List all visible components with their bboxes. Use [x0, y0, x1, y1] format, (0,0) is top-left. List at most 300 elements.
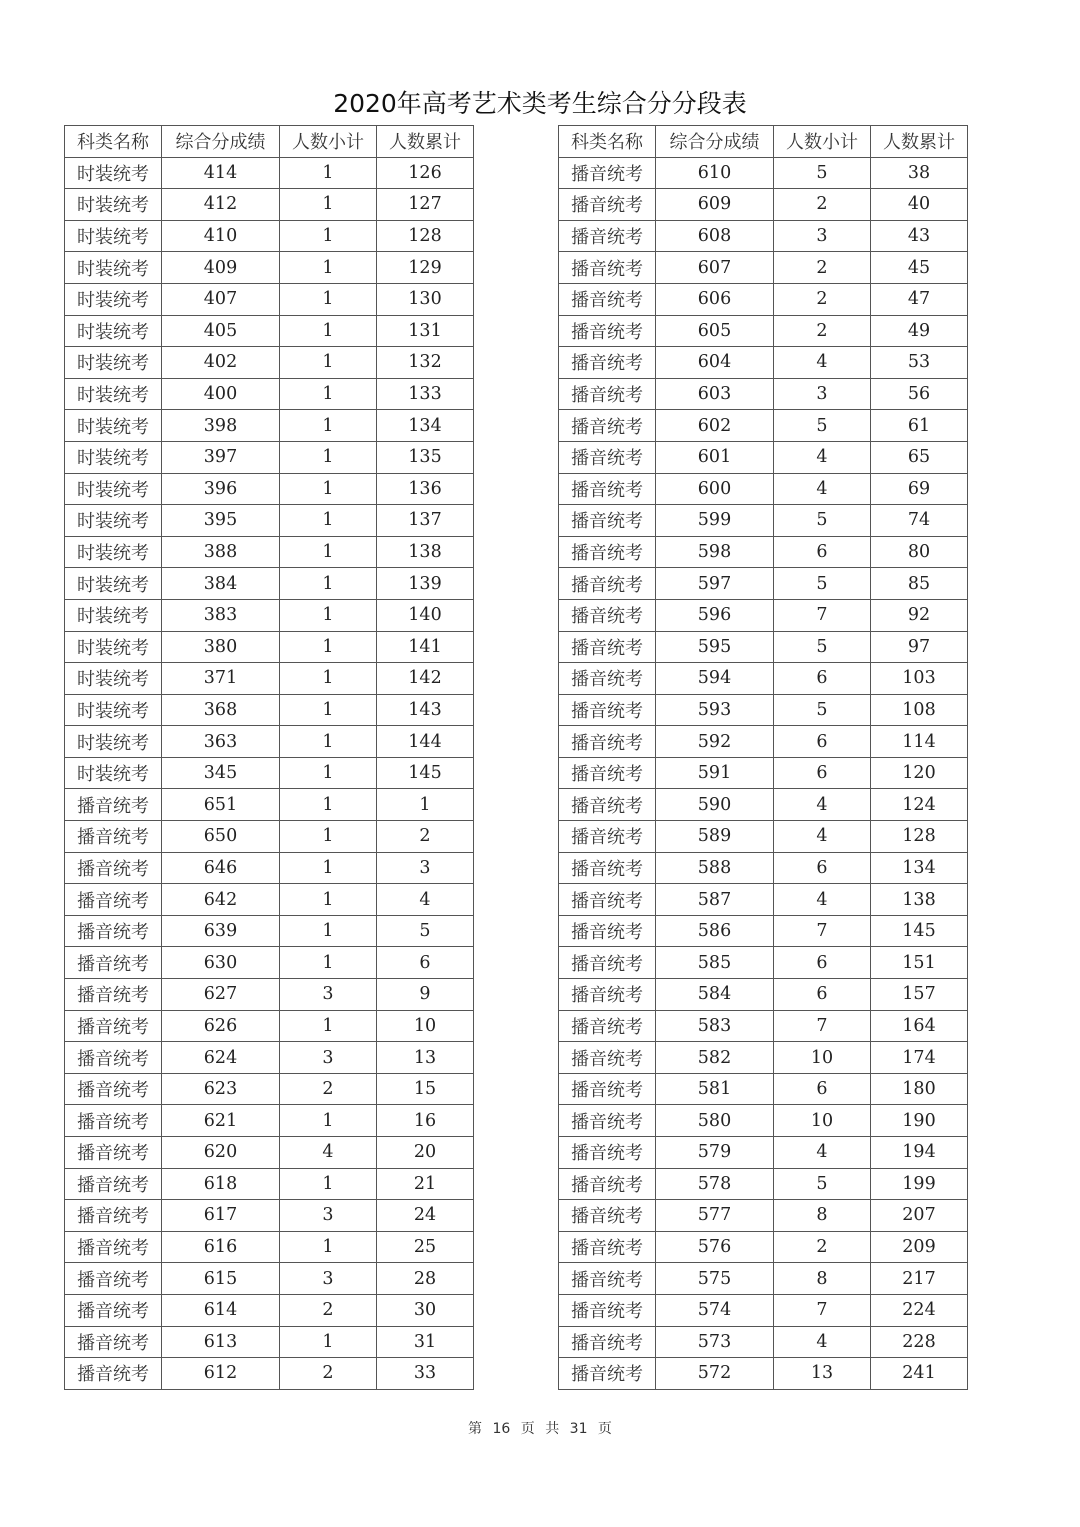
cell-category: 播音统考 — [559, 979, 656, 1011]
cell-score: 363 — [162, 726, 280, 758]
cell-cumulative: 128 — [871, 821, 968, 853]
cell-category: 播音统考 — [559, 536, 656, 568]
table-row — [559, 1137, 968, 1169]
cell-count: 6 — [774, 852, 871, 884]
table-row — [559, 189, 968, 221]
cell-score: 368 — [162, 694, 280, 726]
cell-category: 时装统考 — [65, 599, 162, 631]
cell-cumulative: 74 — [871, 505, 968, 537]
cell-cumulative: 31 — [377, 1326, 474, 1358]
cell-count: 4 — [774, 473, 871, 505]
cell-count: 3 — [280, 979, 377, 1011]
cell-score: 650 — [162, 821, 280, 853]
cell-score: 617 — [162, 1200, 280, 1232]
cell-count: 6 — [774, 536, 871, 568]
cell-cumulative: 190 — [871, 1105, 968, 1137]
cell-count: 5 — [774, 631, 871, 663]
cell-cumulative: 138 — [377, 536, 474, 568]
cell-cumulative: 1 — [377, 789, 474, 821]
cell-count: 1 — [280, 599, 377, 631]
table-row — [559, 1231, 968, 1263]
cell-count: 1 — [280, 947, 377, 979]
cell-count: 1 — [280, 505, 377, 537]
table-row — [559, 1294, 968, 1326]
cell-category: 播音统考 — [559, 189, 656, 221]
cell-cumulative: 114 — [871, 726, 968, 758]
table-row — [559, 599, 968, 631]
table-row — [559, 283, 968, 315]
cell-count: 4 — [774, 821, 871, 853]
table-row — [559, 410, 968, 442]
cell-category: 播音统考 — [559, 1168, 656, 1200]
cell-cumulative: 43 — [871, 220, 968, 252]
cell-count: 1 — [280, 473, 377, 505]
cell-category: 时装统考 — [65, 252, 162, 284]
cell-score: 606 — [656, 283, 774, 315]
cell-score: 576 — [656, 1231, 774, 1263]
table-row — [65, 1168, 474, 1200]
cell-cumulative: 9 — [377, 979, 474, 1011]
cell-count: 6 — [774, 663, 871, 695]
cell-cumulative: 135 — [377, 441, 474, 473]
table-row — [559, 473, 968, 505]
cell-count: 3 — [774, 378, 871, 410]
cell-score: 593 — [656, 694, 774, 726]
table-row — [65, 726, 474, 758]
table-row — [559, 789, 968, 821]
cell-count: 1 — [280, 283, 377, 315]
cell-score: 605 — [656, 315, 774, 347]
page-title: 2020年高考艺术类考生综合分分段表 — [333, 89, 747, 118]
cell-score: 591 — [656, 757, 774, 789]
cell-count: 2 — [280, 1073, 377, 1105]
cell-count: 8 — [774, 1263, 871, 1295]
cell-category: 播音统考 — [559, 694, 656, 726]
cell-score: 388 — [162, 536, 280, 568]
cell-count: 1 — [280, 410, 377, 442]
cell-cumulative: 15 — [377, 1073, 474, 1105]
cell-score: 600 — [656, 473, 774, 505]
cell-score: 581 — [656, 1073, 774, 1105]
cell-cumulative: 224 — [871, 1294, 968, 1326]
cell-score: 574 — [656, 1294, 774, 1326]
cell-category: 播音统考 — [559, 726, 656, 758]
cell-count: 10 — [774, 1042, 871, 1074]
cell-category: 播音统考 — [559, 1010, 656, 1042]
cell-count: 1 — [280, 726, 377, 758]
cell-score: 396 — [162, 473, 280, 505]
cell-count: 1 — [280, 884, 377, 916]
table-row — [559, 663, 968, 695]
cell-count: 3 — [280, 1263, 377, 1295]
cell-count: 1 — [280, 631, 377, 663]
cell-count: 2 — [774, 283, 871, 315]
cell-count: 1 — [280, 315, 377, 347]
cell-score: 620 — [162, 1137, 280, 1169]
cell-category: 播音统考 — [559, 947, 656, 979]
cell-cumulative: 13 — [377, 1042, 474, 1074]
cell-category: 播音统考 — [559, 347, 656, 379]
table-row — [559, 252, 968, 284]
cell-count: 3 — [774, 220, 871, 252]
cell-cumulative: 138 — [871, 884, 968, 916]
cell-score: 610 — [656, 157, 774, 189]
table-row — [65, 568, 474, 600]
table-row — [65, 821, 474, 853]
cell-cumulative: 25 — [377, 1231, 474, 1263]
cell-category: 播音统考 — [65, 1137, 162, 1169]
table-row — [65, 1137, 474, 1169]
cell-category: 播音统考 — [65, 1231, 162, 1263]
cell-count: 7 — [774, 915, 871, 947]
cell-count: 2 — [774, 252, 871, 284]
table-row — [559, 947, 968, 979]
cell-cumulative: 199 — [871, 1168, 968, 1200]
cell-count: 2 — [774, 189, 871, 221]
cell-score: 384 — [162, 568, 280, 600]
cell-cumulative: 61 — [871, 410, 968, 442]
table-row — [559, 979, 968, 1011]
cell-score: 601 — [656, 441, 774, 473]
cell-category: 播音统考 — [65, 979, 162, 1011]
cell-cumulative: 145 — [377, 757, 474, 789]
cell-cumulative: 157 — [871, 979, 968, 1011]
cell-cumulative: 142 — [377, 663, 474, 695]
table-row — [65, 505, 474, 537]
table-header-row — [559, 126, 968, 158]
cell-category: 播音统考 — [559, 1231, 656, 1263]
cell-cumulative: 10 — [377, 1010, 474, 1042]
table-row — [559, 536, 968, 568]
cell-category: 时装统考 — [65, 663, 162, 695]
table-row — [559, 568, 968, 600]
cell-category: 播音统考 — [559, 852, 656, 884]
table-row — [559, 1042, 968, 1074]
cell-count: 2 — [774, 1231, 871, 1263]
cell-count: 2 — [280, 1294, 377, 1326]
cell-score: 400 — [162, 378, 280, 410]
table-row — [65, 473, 474, 505]
cell-score: 578 — [656, 1168, 774, 1200]
table-row — [559, 315, 968, 347]
column-header-count: 人数小计 — [280, 126, 377, 158]
cell-cumulative: 132 — [377, 347, 474, 379]
cell-category: 时装统考 — [65, 378, 162, 410]
cell-cumulative: 120 — [871, 757, 968, 789]
table-row — [559, 157, 968, 189]
cell-score: 579 — [656, 1137, 774, 1169]
cell-category: 播音统考 — [65, 1294, 162, 1326]
cell-count: 1 — [280, 1105, 377, 1137]
cell-category: 播音统考 — [65, 1263, 162, 1295]
cell-category: 播音统考 — [559, 663, 656, 695]
cell-cumulative: 127 — [377, 189, 474, 221]
cell-score: 584 — [656, 979, 774, 1011]
cell-cumulative: 45 — [871, 252, 968, 284]
table-row — [65, 852, 474, 884]
cell-score: 595 — [656, 631, 774, 663]
cell-count: 7 — [774, 1010, 871, 1042]
table-row — [559, 1105, 968, 1137]
cell-count: 5 — [774, 568, 871, 600]
table-row — [65, 1294, 474, 1326]
table-row — [65, 157, 474, 189]
cell-count: 1 — [280, 915, 377, 947]
cell-count: 1 — [280, 220, 377, 252]
table-row — [559, 757, 968, 789]
cell-count: 1 — [280, 189, 377, 221]
cell-count: 6 — [774, 757, 871, 789]
cell-count: 1 — [280, 568, 377, 600]
cell-cumulative: 69 — [871, 473, 968, 505]
cell-cumulative: 49 — [871, 315, 968, 347]
table-row — [559, 915, 968, 947]
cell-cumulative: 38 — [871, 157, 968, 189]
cell-score: 639 — [162, 915, 280, 947]
cell-count: 1 — [280, 1168, 377, 1200]
cell-score: 642 — [162, 884, 280, 916]
table-row — [65, 1200, 474, 1232]
cell-cumulative: 24 — [377, 1200, 474, 1232]
cell-cumulative: 5 — [377, 915, 474, 947]
cell-score: 585 — [656, 947, 774, 979]
cell-category: 播音统考 — [65, 789, 162, 821]
score-table-right — [558, 125, 968, 1390]
cell-cumulative: 133 — [377, 378, 474, 410]
table-row — [65, 1105, 474, 1137]
cell-category: 播音统考 — [559, 473, 656, 505]
cell-cumulative: 130 — [377, 283, 474, 315]
cell-category: 时装统考 — [65, 694, 162, 726]
cell-cumulative: 65 — [871, 441, 968, 473]
cell-category: 时装统考 — [65, 536, 162, 568]
cell-cumulative: 141 — [377, 631, 474, 663]
cell-cumulative: 143 — [377, 694, 474, 726]
cell-score: 586 — [656, 915, 774, 947]
cell-category: 时装统考 — [65, 283, 162, 315]
cell-cumulative: 80 — [871, 536, 968, 568]
cell-category: 播音统考 — [65, 915, 162, 947]
cell-cumulative: 103 — [871, 663, 968, 695]
table-row — [559, 852, 968, 884]
cell-cumulative: 129 — [377, 252, 474, 284]
cell-cumulative: 134 — [377, 410, 474, 442]
cell-count: 3 — [280, 1042, 377, 1074]
cell-category: 播音统考 — [65, 1200, 162, 1232]
cell-count: 1 — [280, 694, 377, 726]
cell-cumulative: 137 — [377, 505, 474, 537]
cell-category: 播音统考 — [559, 1073, 656, 1105]
cell-cumulative: 92 — [871, 599, 968, 631]
table-row — [559, 441, 968, 473]
column-header-category: 科类名称 — [65, 126, 162, 158]
cell-score: 594 — [656, 663, 774, 695]
table-row — [65, 441, 474, 473]
cell-category: 时装统考 — [65, 505, 162, 537]
cell-count: 1 — [280, 1231, 377, 1263]
cell-category: 播音统考 — [65, 1010, 162, 1042]
cell-count: 5 — [774, 694, 871, 726]
cell-cumulative: 194 — [871, 1137, 968, 1169]
cell-cumulative: 85 — [871, 568, 968, 600]
table-header-row — [65, 126, 474, 158]
cell-count: 1 — [280, 441, 377, 473]
table-row — [65, 283, 474, 315]
cell-score: 575 — [656, 1263, 774, 1295]
cell-cumulative: 128 — [377, 220, 474, 252]
cell-category: 播音统考 — [65, 821, 162, 853]
cell-score: 630 — [162, 947, 280, 979]
column-header-score: 综合分成绩 — [656, 126, 774, 158]
cell-count: 7 — [774, 1294, 871, 1326]
table-row — [65, 915, 474, 947]
cell-category: 播音统考 — [559, 1294, 656, 1326]
cell-category: 播音统考 — [559, 157, 656, 189]
table-row — [65, 694, 474, 726]
cell-count: 5 — [774, 1168, 871, 1200]
cell-category: 时装统考 — [65, 757, 162, 789]
cell-score: 646 — [162, 852, 280, 884]
cell-category: 播音统考 — [559, 568, 656, 600]
cell-category: 时装统考 — [65, 568, 162, 600]
table-row — [65, 347, 474, 379]
table-row — [65, 410, 474, 442]
cell-cumulative: 241 — [871, 1358, 968, 1390]
cell-category: 时装统考 — [65, 441, 162, 473]
cell-category: 播音统考 — [559, 1326, 656, 1358]
table-row — [559, 1263, 968, 1295]
cell-cumulative: 97 — [871, 631, 968, 663]
cell-category: 时装统考 — [65, 157, 162, 189]
table-row — [65, 378, 474, 410]
cell-category: 播音统考 — [559, 884, 656, 916]
cell-cumulative: 108 — [871, 694, 968, 726]
cell-score: 589 — [656, 821, 774, 853]
table-row — [65, 1263, 474, 1295]
table-row — [559, 1168, 968, 1200]
cell-category: 时装统考 — [65, 410, 162, 442]
cell-count: 4 — [774, 884, 871, 916]
table-row — [65, 979, 474, 1011]
cell-count: 1 — [280, 789, 377, 821]
cell-count: 1 — [280, 347, 377, 379]
cell-count: 5 — [774, 410, 871, 442]
column-header-category: 科类名称 — [559, 126, 656, 158]
cell-count: 4 — [774, 1137, 871, 1169]
cell-category: 播音统考 — [65, 884, 162, 916]
table-row — [65, 315, 474, 347]
cell-score: 409 — [162, 252, 280, 284]
table-row — [65, 1358, 474, 1390]
cell-category: 时装统考 — [65, 189, 162, 221]
page-footer: 第 16 页 共 31 页 — [468, 1421, 612, 1437]
cell-category: 播音统考 — [65, 947, 162, 979]
cell-score: 623 — [162, 1073, 280, 1105]
table-row — [65, 536, 474, 568]
cell-count: 4 — [774, 789, 871, 821]
table-row — [559, 821, 968, 853]
cell-category: 播音统考 — [65, 1073, 162, 1105]
cell-cumulative: 4 — [377, 884, 474, 916]
score-table-left — [64, 125, 474, 1390]
cell-count: 8 — [774, 1200, 871, 1232]
cell-count: 1 — [280, 821, 377, 853]
cell-category: 播音统考 — [559, 1042, 656, 1074]
cell-cumulative: 131 — [377, 315, 474, 347]
cell-category: 播音统考 — [65, 1358, 162, 1390]
cell-category: 播音统考 — [559, 757, 656, 789]
table-row — [559, 1358, 968, 1390]
cell-cumulative: 209 — [871, 1231, 968, 1263]
cell-score: 402 — [162, 347, 280, 379]
cell-score: 371 — [162, 663, 280, 695]
table-row — [559, 1326, 968, 1358]
cell-score: 414 — [162, 157, 280, 189]
cell-count: 4 — [280, 1137, 377, 1169]
cell-category: 播音统考 — [559, 915, 656, 947]
cell-score: 596 — [656, 599, 774, 631]
cell-category: 播音统考 — [559, 1105, 656, 1137]
cell-score: 651 — [162, 789, 280, 821]
table-row — [65, 189, 474, 221]
table-row — [559, 1073, 968, 1105]
cell-count: 1 — [280, 252, 377, 284]
cell-category: 播音统考 — [65, 1326, 162, 1358]
cell-count: 2 — [774, 315, 871, 347]
cell-score: 613 — [162, 1326, 280, 1358]
table-row — [65, 1042, 474, 1074]
table-row — [559, 726, 968, 758]
cell-score: 608 — [656, 220, 774, 252]
cell-category: 播音统考 — [559, 1137, 656, 1169]
table-row — [65, 220, 474, 252]
table-row — [65, 884, 474, 916]
cell-cumulative: 53 — [871, 347, 968, 379]
cell-count: 2 — [280, 1358, 377, 1390]
cell-score: 614 — [162, 1294, 280, 1326]
cell-count: 13 — [774, 1358, 871, 1390]
cell-cumulative: 33 — [377, 1358, 474, 1390]
cell-cumulative: 140 — [377, 599, 474, 631]
cell-score: 615 — [162, 1263, 280, 1295]
cell-cumulative: 16 — [377, 1105, 474, 1137]
cell-score: 592 — [656, 726, 774, 758]
cell-category: 播音统考 — [559, 252, 656, 284]
cell-cumulative: 47 — [871, 283, 968, 315]
cell-cumulative: 40 — [871, 189, 968, 221]
cell-count: 6 — [774, 1073, 871, 1105]
cell-category: 播音统考 — [559, 315, 656, 347]
cell-score: 609 — [656, 189, 774, 221]
table-row — [65, 1231, 474, 1263]
cell-count: 4 — [774, 441, 871, 473]
table-row — [65, 1010, 474, 1042]
cell-cumulative: 207 — [871, 1200, 968, 1232]
cell-cumulative: 174 — [871, 1042, 968, 1074]
cell-cumulative: 164 — [871, 1010, 968, 1042]
cell-category: 播音统考 — [559, 283, 656, 315]
cell-category: 时装统考 — [65, 315, 162, 347]
cell-count: 1 — [280, 536, 377, 568]
cell-category: 播音统考 — [559, 441, 656, 473]
cell-category: 播音统考 — [559, 1200, 656, 1232]
cell-count: 7 — [774, 599, 871, 631]
table-row — [65, 789, 474, 821]
cell-cumulative: 20 — [377, 1137, 474, 1169]
table-row — [559, 694, 968, 726]
cell-category: 播音统考 — [65, 1042, 162, 1074]
cell-category: 播音统考 — [559, 410, 656, 442]
